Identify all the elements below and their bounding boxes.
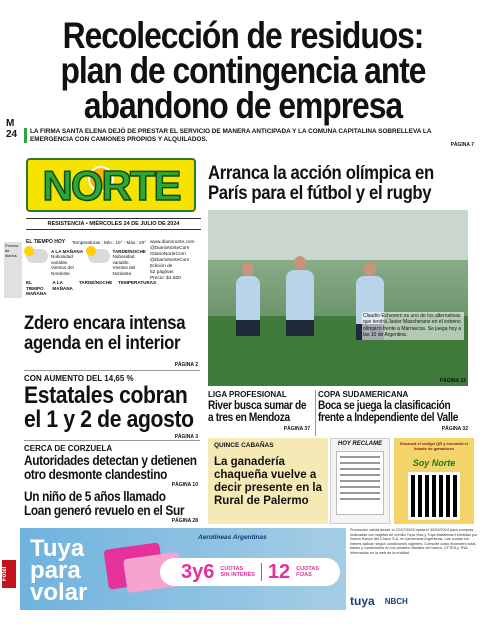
lead-page-ref: PÁGINA 7 xyxy=(450,142,474,148)
partly-cloudy-icon xyxy=(26,249,48,263)
weather-morning-label: A LA MAÑANA xyxy=(51,248,84,254)
side-date xyxy=(6,118,18,140)
ad-brands xyxy=(350,592,478,610)
partly-cloudy-icon xyxy=(88,249,110,263)
page-ref: PÁGINA 2 xyxy=(174,362,198,368)
ad-slogan-line: Tuya xyxy=(30,535,85,562)
website-link[interactable]: www.diarionorte.com xyxy=(150,240,195,245)
story-title-line: París para el fútbol y el rugby xyxy=(208,183,432,204)
offer-label-line: CUOTAS xyxy=(220,566,244,572)
vertical-divider xyxy=(315,390,316,436)
main-headline xyxy=(41,15,445,126)
story-title-line: decir presente en la xyxy=(214,482,323,494)
divider xyxy=(24,440,200,441)
story-kicker: CON AUMENTO DEL 14,65 % xyxy=(24,374,134,383)
qr-promo-brand: Soy Norte xyxy=(412,458,456,468)
price: Precio: $1.500 xyxy=(150,276,181,281)
offer-label-line: FIJAS xyxy=(296,572,312,578)
side-date-number: 24 xyxy=(6,129,18,140)
page-ref: PÁGINA 32 xyxy=(441,426,468,432)
weather-afternoon-label: TARDE/NOCHE xyxy=(112,248,146,254)
offer-divider xyxy=(261,563,262,581)
offer-label-line: CUOTAS xyxy=(296,566,319,572)
page-ref: PÁGINA 10 xyxy=(171,482,198,488)
ad-legal-text: Promoción válida desde el 22/07/2024 hasta el 30/09/2024 para compras realizadas con tarjetas de crédito Tuya Visa y Tuya Mastercard emitidas por Nuevo Banco del Chaco S.A. en Aerolíneas Argentinas. Las cuotas sin interés aplican según condiciones vigentes. Consulte costo financiero total, bases y condiciones en los canales oficiales del banco. CFTEA y TNA informados en la web de la entidad. xyxy=(350,528,478,555)
tuya-logo: tuya xyxy=(350,594,375,608)
weather-box xyxy=(26,239,157,302)
player-figure xyxy=(236,276,260,322)
story-title-line: otro desmonte clandestino xyxy=(24,467,168,482)
story-title-line: a tres en Mendoza xyxy=(208,412,290,424)
accent-bar xyxy=(24,128,27,143)
story-kicker: CERCA DE CORZUELA xyxy=(24,444,113,453)
story-ganaderia xyxy=(214,456,326,508)
divider xyxy=(24,370,200,371)
qr-promo-text: Escaneá el código QR y encontrá el listado de ganadores xyxy=(400,441,468,451)
airline-logo: Aerolíneas Argentinas xyxy=(198,534,267,541)
qr-promo[interactable] xyxy=(394,438,474,524)
logo-text: NORTE xyxy=(42,162,180,209)
story-river[interactable] xyxy=(208,400,313,424)
story-olympic[interactable] xyxy=(208,164,478,204)
headline-line: Recolección de residuos: xyxy=(62,15,424,56)
story-title-line: River busca sumar de xyxy=(208,400,307,412)
social-box xyxy=(150,240,200,282)
dateline: RESISTENCIA • MIÉRCOLES 24 DE JULIO DE 2024 xyxy=(26,218,201,230)
weather-morning: Nubosidad variable. Vientos del Nordeste. xyxy=(51,254,74,276)
weather-title: EL TIEMPO HOY xyxy=(26,239,66,245)
story-title-line: Zdero encara intensa xyxy=(24,313,186,334)
story-kicker: COPA SUDAMERICANA xyxy=(318,390,409,399)
facebook-link[interactable]: /DiarioNorteCom xyxy=(150,252,186,257)
newspaper-clipping-icon xyxy=(336,451,384,515)
headline-line: abandono de empresa xyxy=(83,85,403,126)
weather-afternoon: Nubosidad variable. Vientos del Nordeste. xyxy=(112,254,136,276)
page-ref: PÁGINA 3 xyxy=(174,434,198,440)
page-ref: PÁGINA 28 xyxy=(171,518,198,524)
twitter-link[interactable]: @DiarioNorteCom xyxy=(150,246,190,251)
page-ref: PÁGINA 37 xyxy=(283,426,310,432)
story-boca[interactable] xyxy=(318,400,478,424)
page-count: 52 páginas xyxy=(150,270,174,275)
olympic-photo[interactable] xyxy=(208,210,468,386)
qr-code-icon[interactable] xyxy=(408,472,460,520)
ad-slogan xyxy=(30,535,88,606)
lead-summary-text: LA FIRMA SANTA ELENA DEJÓ DE PRESTAR EL SERVICIO DE MANERA ANTICIPADA Y LA COMUNA CAPITALINA SOBRELLEVA LA EMERGENCIA CON CAMIONES PROPIOS Y ALQUILADOS. xyxy=(30,128,432,143)
lead-summary xyxy=(30,128,475,144)
story-desmonte[interactable] xyxy=(24,454,204,482)
headline-line: plan de contingencia ante xyxy=(60,50,426,91)
offer-label-line: SIN INTERÉS xyxy=(220,572,255,578)
ad-side-tag: Fotel xyxy=(2,560,16,588)
norte-logo[interactable] xyxy=(26,158,196,212)
hoy-reclame-box[interactable] xyxy=(330,438,390,524)
offer-label xyxy=(296,566,319,578)
story-title-line: Arranca la acción olímpica en xyxy=(208,163,434,184)
story-kicker: QUINCE CABAÑAS xyxy=(214,442,274,449)
ad-slogan-line: volar xyxy=(30,579,88,606)
side-date-day: M xyxy=(6,118,15,129)
story-title-line: chaqueña vuelve a xyxy=(214,469,317,481)
nbch-logo: NBCH xyxy=(384,596,408,606)
weather-tomorrow-label: EL TIEMPO MAÑANA xyxy=(26,280,47,296)
ad-slogan-line: para xyxy=(30,557,81,584)
story-title-line: Un niño de 5 años llamado xyxy=(24,489,166,504)
story-estatales[interactable] xyxy=(24,384,204,432)
credit-cards-icon xyxy=(103,542,164,589)
offer-installments: 12 xyxy=(267,560,291,583)
weather-tomorrow-morning: A LA MAÑANA xyxy=(52,280,73,291)
price-strip: Precios de diarios xyxy=(4,242,22,298)
story-title-line: Autoridades detectan y detienen xyxy=(24,453,197,468)
story-title-line: Loan generó revuelo en el Sur xyxy=(24,503,185,518)
story-title-line: el 1 y 2 de agosto xyxy=(24,406,194,433)
weather-temps: Temperaturas : Mín.: 15° - Máx.: 20° xyxy=(72,240,146,245)
page-ref: PÁGINA 32 xyxy=(439,378,466,384)
story-title-line: Estatales cobran xyxy=(24,382,188,409)
offer-label xyxy=(220,566,255,578)
offer-installments: 3y6 xyxy=(181,560,215,583)
story-title-line: Boca se juega la clasificación xyxy=(318,400,451,412)
story-zdero[interactable] xyxy=(24,314,204,354)
photo-caption: Claudio Echeverri es uno de los alternativas que tendrá Javier Mascherano en el estreno olímpico frente a Marruecos. Se juega hoy a las 10 de Argentina. xyxy=(362,312,464,340)
instagram-link[interactable]: @DiarioNorteCom xyxy=(150,258,190,263)
story-kicker: LIGA PROFESIONAL xyxy=(208,390,287,399)
weather-tomorrow-afternoon: TARDE/NOCHE xyxy=(78,280,113,285)
story-loan[interactable] xyxy=(24,490,204,518)
weather-tomorrow-temps: TEMPERATURAS xyxy=(118,280,157,285)
story-title-line: La ganadería xyxy=(214,456,285,468)
player-figure xyxy=(286,270,314,322)
tuya-ad-banner[interactable] xyxy=(20,528,346,610)
story-title-line: frente a Independiente del Valle xyxy=(318,412,459,424)
story-title-line: agenda en el interior xyxy=(24,333,181,354)
story-title-line: Rural de Palermo xyxy=(214,495,309,507)
photo-background xyxy=(208,210,468,260)
hoy-reclame-title: HOY RECLAME xyxy=(337,441,383,447)
ad-offers xyxy=(160,558,340,586)
edition-label: Edición de xyxy=(150,264,173,269)
